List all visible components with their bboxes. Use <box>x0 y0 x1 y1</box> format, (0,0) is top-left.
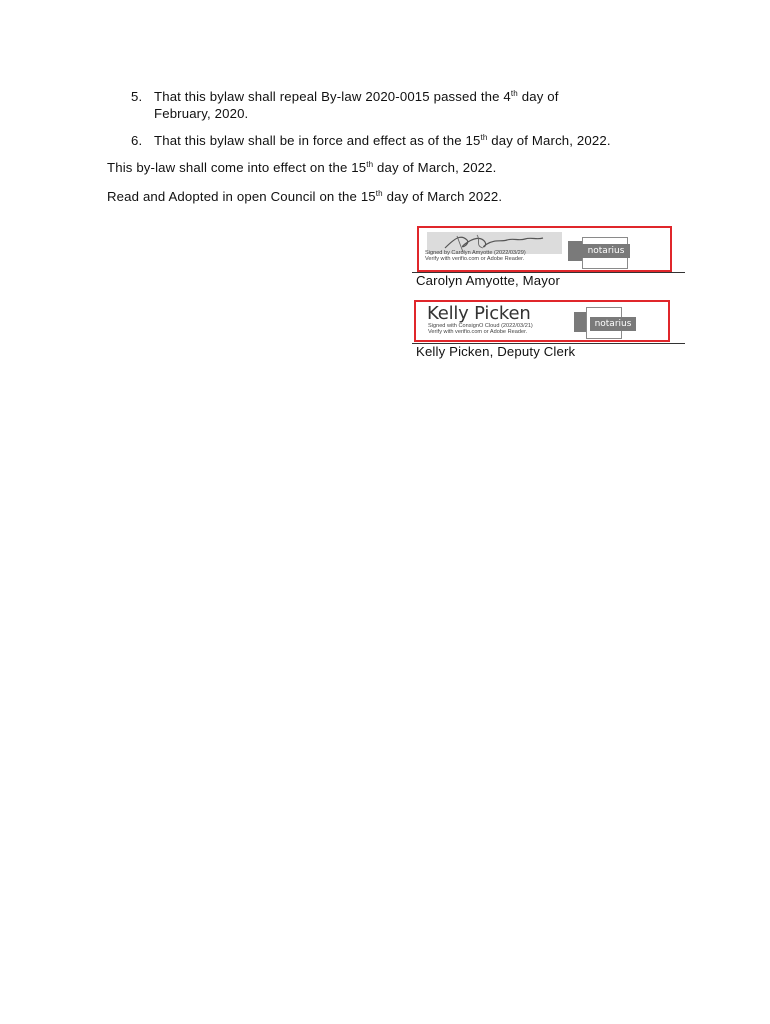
notarius-label: notarius <box>590 317 636 331</box>
signature-stamp-line2: Verify with verifio.com or Adobe Reader. <box>428 329 528 335</box>
clerk-signature-box <box>414 300 670 342</box>
signature-stamp-line2: Verify with verifio.com or Adobe Reader. <box>425 256 525 262</box>
signature-stamp-line1: Signed by Carolyn Amyotte (2022/03/29) <box>425 250 526 256</box>
notarius-badge <box>568 241 628 271</box>
notarius-label: notarius <box>582 244 630 258</box>
list-text-line2: February, 2020. <box>154 106 249 121</box>
notarius-badge <box>574 312 636 340</box>
list-number: 6. <box>131 133 143 148</box>
mayor-caption: Carolyn Amyotte, Mayor <box>416 273 561 288</box>
typed-signature-name: Kelly Picken <box>427 303 531 324</box>
adopted-paragraph: Read and Adopted in open Council on the 15th day of March 2022. <box>107 189 503 204</box>
clerk-caption: Kelly Picken, Deputy Clerk <box>416 344 576 359</box>
list-text-line1: That this bylaw shall repeal By-law 2020-0015 passed the 4th day of <box>154 89 559 104</box>
mayor-signature-box <box>417 226 672 272</box>
list-number: 5. <box>131 89 143 104</box>
list-text-line1: That this bylaw shall be in force and effect as of the 15th day of March, 2022. <box>154 133 611 148</box>
effect-paragraph: This by-law shall come into effect on the 15th day of March, 2022. <box>107 160 497 175</box>
signature-stamp-line1: Signed with ConsignO Cloud (2022/03/21) <box>428 323 533 329</box>
